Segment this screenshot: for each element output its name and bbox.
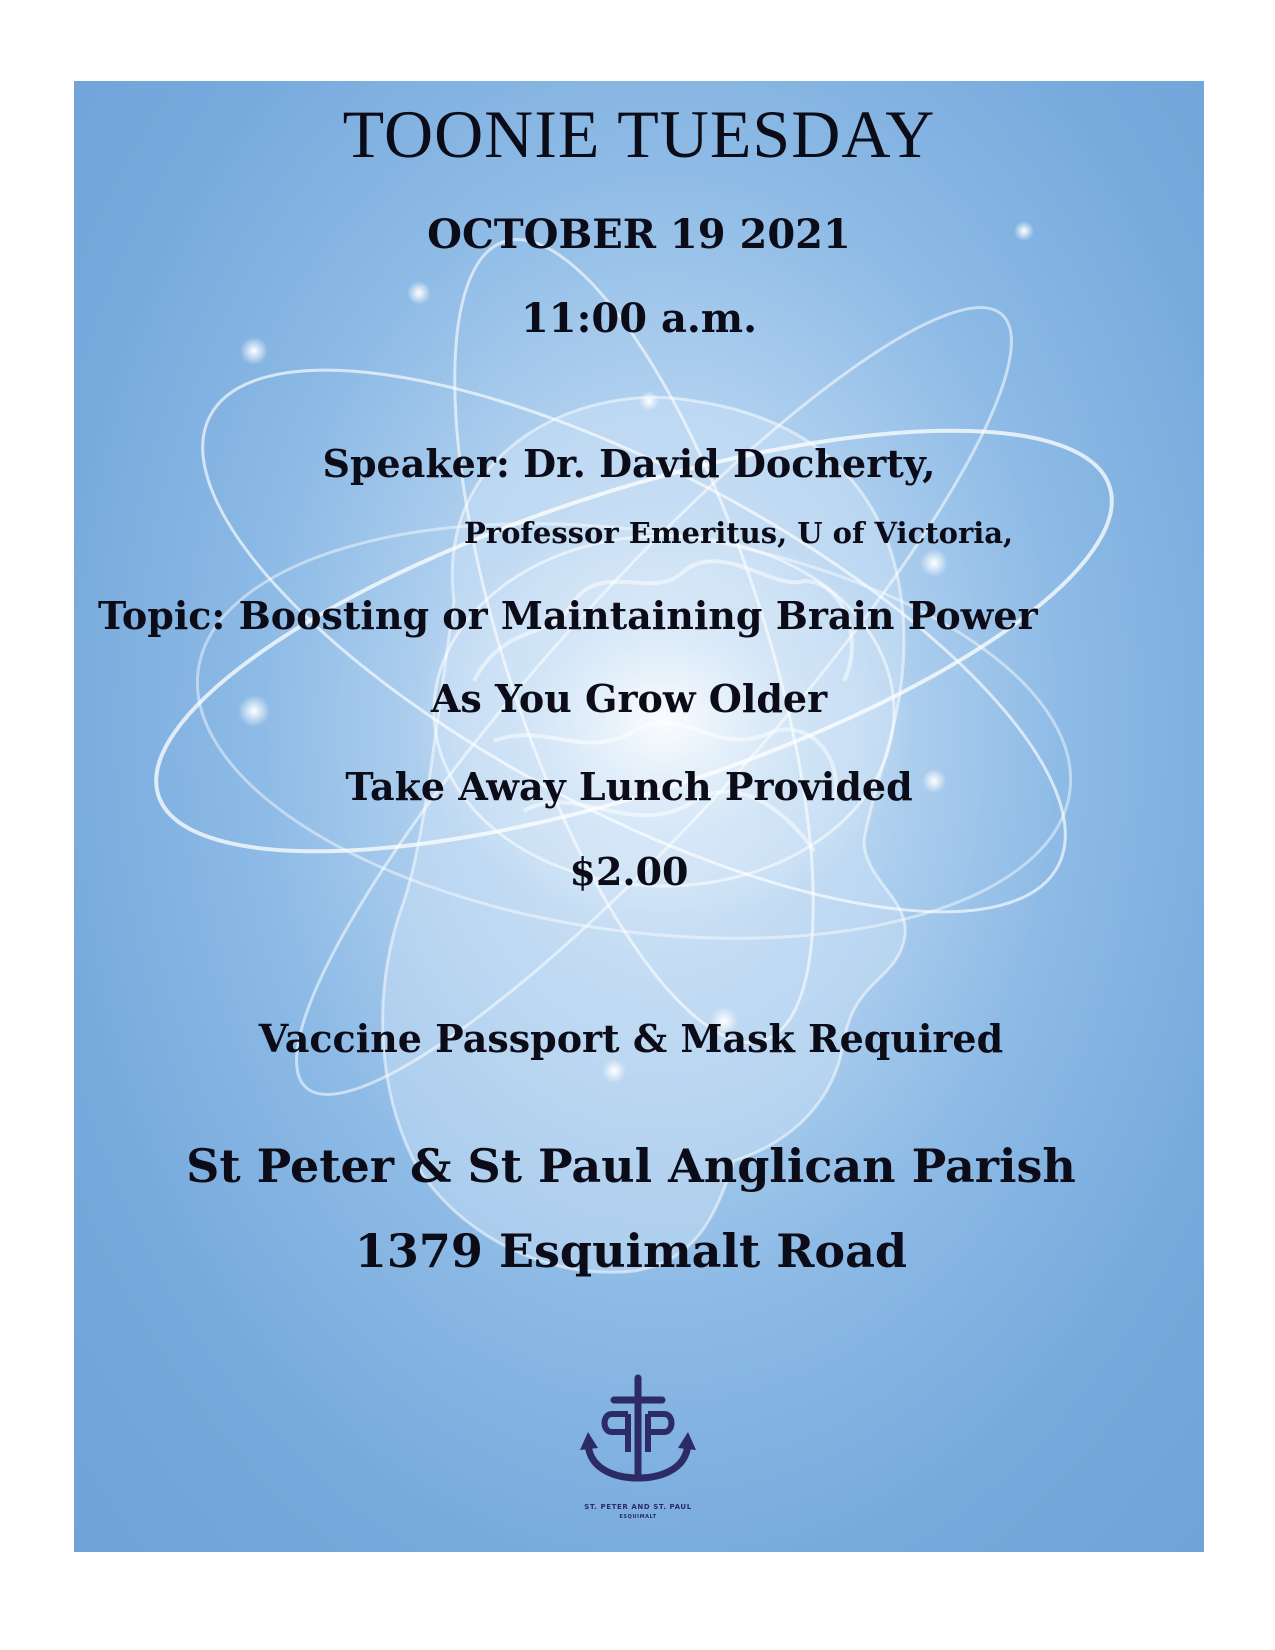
lunch-note: Take Away Lunch Provided	[345, 764, 913, 809]
speaker-name: Speaker: Dr. David Docherty,	[322, 441, 936, 486]
topic-line-2: As You Grow Older	[430, 676, 828, 721]
logo-subcaption: ESQUIMALT	[619, 1514, 657, 1520]
venue-address: 1379 Esquimalt Road	[354, 1224, 908, 1278]
event-date: OCTOBER 19 2021	[427, 211, 851, 258]
anchor-cross-icon	[558, 1366, 718, 1496]
event-time: 11:00 a.m.	[520, 295, 758, 342]
topic-line-1: Topic: Boosting or Maintaining Brain Power	[98, 593, 1038, 638]
speaker-affiliation: Professor Emeritus, U of Victoria,	[464, 516, 1014, 550]
logo-caption: ST. PETER AND ST. PAUL	[584, 1503, 692, 1511]
event-poster	[74, 81, 1204, 1552]
requirements-note: Vaccine Passport & Mask Required	[258, 1016, 1004, 1061]
parish-logo	[558, 1366, 718, 1536]
event-title: TOONIE TUESDAY	[342, 96, 936, 172]
venue-name: St Peter & St Paul Anglican Parish	[186, 1139, 1076, 1193]
event-price: $2.00	[569, 849, 689, 894]
